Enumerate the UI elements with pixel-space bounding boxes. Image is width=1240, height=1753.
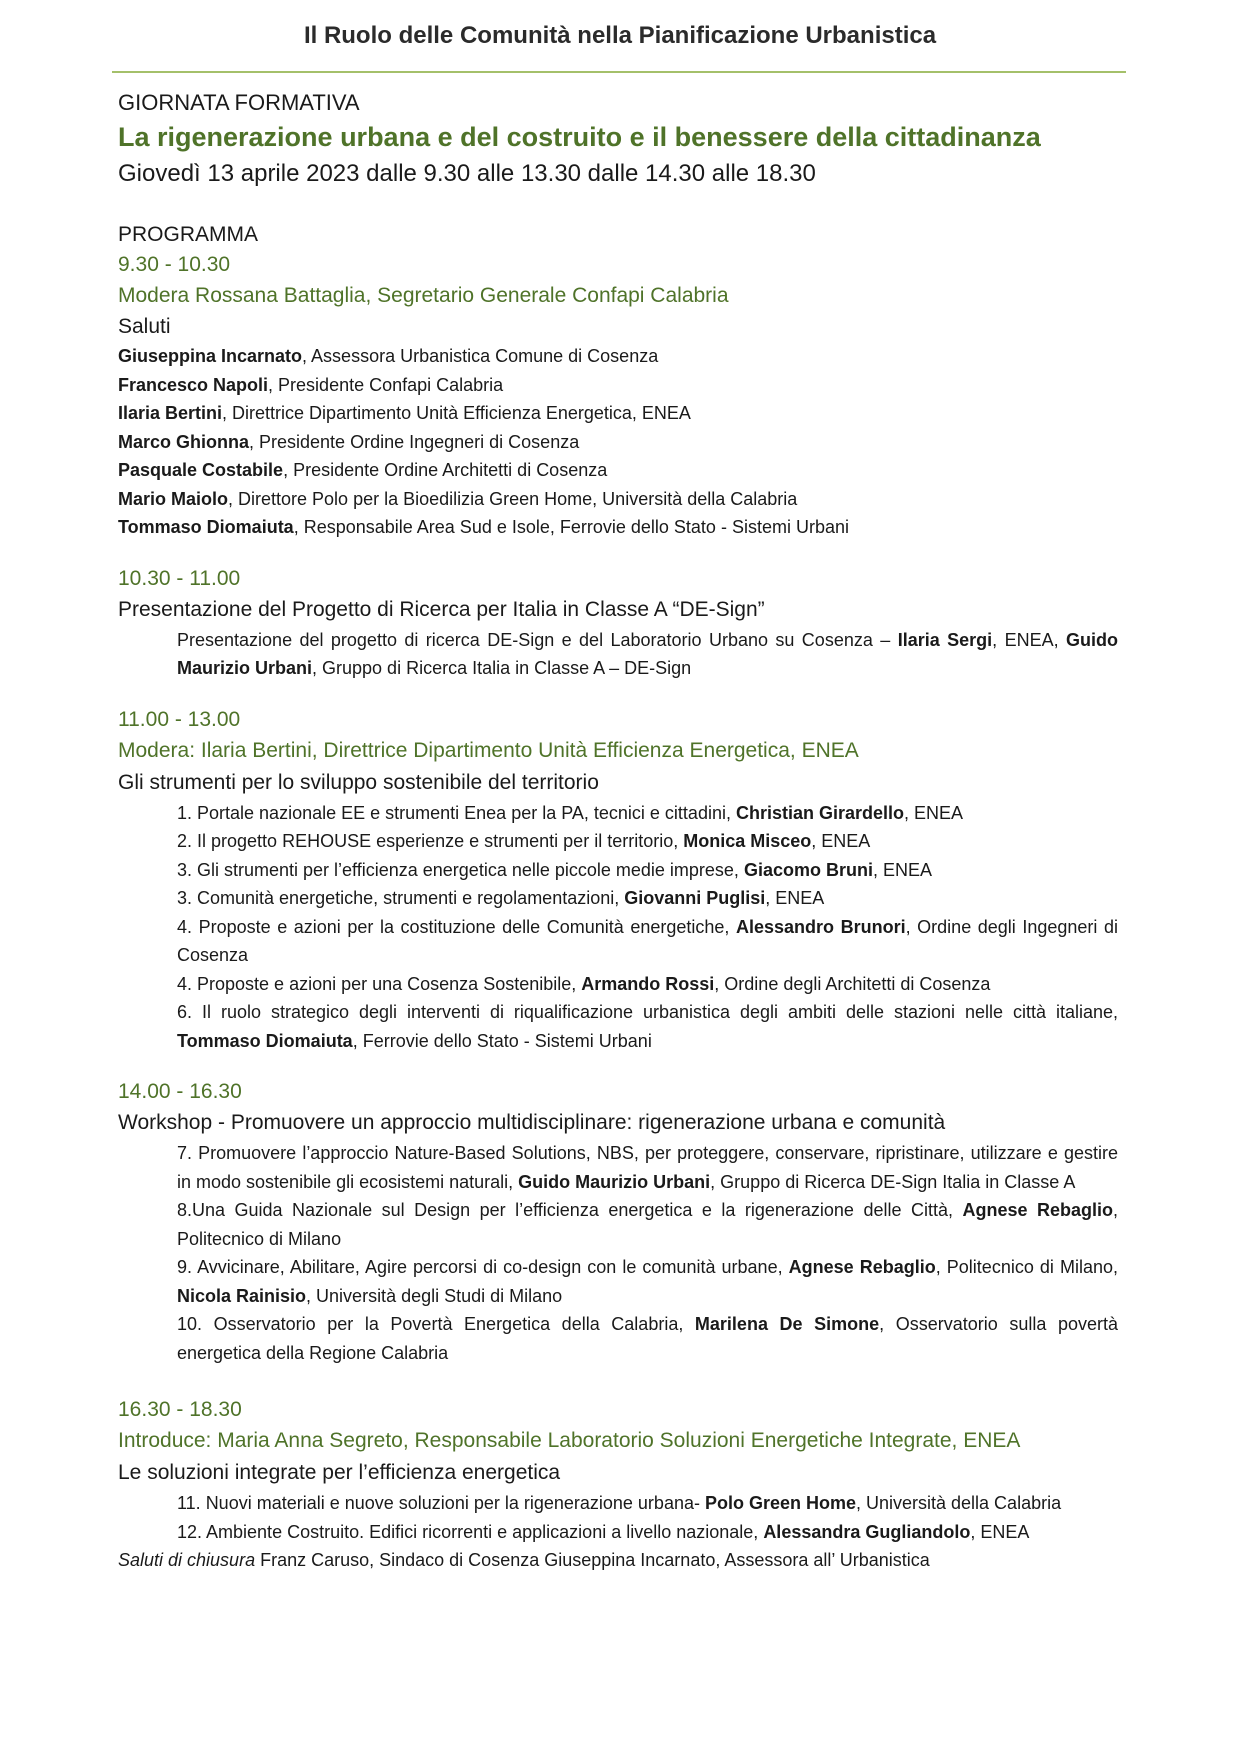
programme-item: 12. Ambiente Costruito. Edifici ricorrenti e applicazioni a livello nazionale, Alessandra Gugliandolo, ENEA	[177, 1521, 1030, 1542]
saluti-label: Saluti	[118, 315, 171, 338]
session-5-moderator: Introduce: Maria Anna Segreto, Responsabile Laboratorio Soluzioni Energetiche Integrate, ENEA	[118, 1429, 1021, 1452]
programme-item: 6. Il ruolo strategico degli interventi di riqualificazione urbanistica degli ambiti delle stazioni nelle città italiane, Tommaso Diomaiuta, Ferrovie dello Stato - Sistemi Urbani	[177, 1002, 1118, 1051]
speaker-name: Giovanni Puglisi	[624, 888, 766, 908]
event-title: La rigenerazione urbana e del costruito e il benessere della cittadinanza	[118, 122, 1041, 152]
speaker-name: Tommaso Diomaiuta	[177, 1030, 353, 1051]
speaker-role: , Presidente Confapi Calabria	[268, 374, 504, 395]
speaker-role: , Direttrice Dipartimento Unità Efficienza Energetica, ENEA	[222, 403, 691, 423]
programme-item: Presentazione del progetto di ricerca DE-Sign e del Laboratorio Urbano su Cosenza – Ilaria Sergi, ENEA, Guido Maurizio Urbani, Gruppo di Ricerca Italia in Classe A – DE-Sign	[177, 629, 1118, 678]
speaker-name: Guido Maurizio Urbani	[518, 1171, 711, 1192]
speaker-name: Christian Girardello	[735, 802, 905, 823]
event-date	[118, 156, 1118, 192]
session-3-title: Gli strumenti per lo sviluppo sostenibile del territorio	[118, 770, 599, 794]
speaker-name: Marco Ghionna	[118, 431, 250, 452]
speaker-name: Giacomo Bruni	[743, 859, 873, 880]
speaker-role: , Direttore Polo per la Bioedilizia Green Home, Università della Calabria	[228, 488, 798, 509]
session-1-moderator: Modera Rossana Battaglia, Segretario Generale Confapi Calabria	[118, 284, 729, 307]
session-2-title: Presentazione del Progetto di Ricerca per Italia in Classe A “DE-Sign”	[118, 597, 765, 621]
session-3-moderator: Modera: Ilaria Bertini, Direttrice Dipartimento Unità Efficienza Energetica, ENEA	[118, 738, 859, 762]
speaker-role: , Assessora Urbanistica Comune di Cosenza	[302, 346, 659, 366]
session-4-time: 14.00 - 16.30	[118, 1080, 242, 1103]
programme-item: 3. Comunità energetiche, strumenti e regolamentazioni, Giovanni Puglisi, ENEA	[177, 888, 825, 908]
header-divider	[112, 71, 1126, 73]
closing-label: Saluti di chiusura	[118, 1550, 256, 1570]
speaker-line	[118, 342, 1118, 371]
speaker-name: Monica Misceo	[683, 831, 812, 851]
event-type: GIORNATA FORMATIVA	[118, 90, 360, 115]
document-header: Il Ruolo delle Comunità nella Pianificazione Urbanistica	[303, 22, 937, 49]
speaker-name: Francesco Napoli	[118, 374, 269, 395]
programme-item: 4. Proposte e azioni per la costituzione delle Comunità energetiche, Alessandro Brunori, Ordine degli Ingegneri di Cosenza	[177, 916, 1119, 965]
session-4-title: Workshop - Promuovere un approccio multidisciplinare: rigenerazione urbana e comunità	[118, 1111, 946, 1134]
speaker-name: Marilena De Simone	[694, 1314, 880, 1334]
programme-item: 11. Nuovi materiali e nuove soluzioni per la rigenerazione urbana- Polo Green Home, Università della Calabria	[177, 1493, 1062, 1513]
session-2-time: 10.30 - 11.00	[118, 566, 241, 590]
speaker-name: Nicola Rainisio	[177, 1285, 307, 1306]
speaker-name: Ilaria Bertini	[118, 403, 223, 423]
speaker-name: Giuseppina Incarnato	[118, 346, 303, 366]
programme-item: 10. Osservatorio per la Povertà Energetica della Calabria, Marilena De Simone, Osservatorio sulla povertà energetica della Regione Calabria	[177, 1314, 1119, 1363]
speaker-name: Alessandra Gugliandolo	[763, 1521, 971, 1542]
speaker-name: Armando Rossi	[581, 973, 715, 994]
speaker-role: , Presidente Ordine Ingegneri di Cosenza	[249, 431, 580, 452]
speaker-role: , Presidente Ordine Architetti di Cosenza	[283, 460, 608, 480]
programme-content	[118, 88, 1118, 1575]
programme-item: 2. Il progetto REHOUSE esperienze e strumenti per il territorio, Monica Misceo, ENEA	[177, 831, 871, 851]
programme-item: 9. Avvicinare, Abilitare, Agire percorsi di co-design con le comunità urbane, Agnese Rebaglio, Politecnico di Milano, Nicola Rainisio, Università degli Studi di Milano	[177, 1257, 1118, 1306]
speaker-name: Agnese Rebaglio	[788, 1257, 936, 1277]
speaker-name: Alessandro Brunori	[736, 916, 906, 937]
closing-remarks	[118, 1546, 1118, 1575]
event-hours: dalle 9.30 alle 13.30 dalle 14.30 alle 18.30	[359, 160, 816, 187]
speaker-line	[118, 513, 1118, 542]
speaker-name: Tommaso Diomaiuta	[118, 517, 294, 537]
speaker-name: Polo Green Home	[704, 1493, 856, 1513]
speaker-name: Ilaria Sergi	[897, 629, 993, 650]
speaker-line	[118, 371, 1118, 400]
session-1-time: 9.30 - 10.30	[118, 253, 231, 276]
speaker-name: Guido Maurizio Urbani	[177, 629, 1118, 678]
programme-item: 8.Una Guida Nazionale sul Design per l’efficienza energetica e la rigenerazione delle Città, Agnese Rebaglio, Politecnico di Milano	[177, 1200, 1119, 1249]
speaker-name: Mario Maiolo	[118, 488, 229, 509]
speaker-line	[118, 428, 1118, 457]
speaker-line	[118, 399, 1118, 428]
speaker-name: Agnese Rebaglio	[962, 1200, 1113, 1220]
closing-text: Franz Caruso, Sindaco di Cosenza Giuseppina Incarnato, Assessora all’ Urbanistica	[255, 1550, 930, 1570]
programma-label: PROGRAMMA	[118, 223, 259, 246]
session-5-time: 16.30 - 18.30	[118, 1398, 242, 1421]
programme-item: 4. Proposte e azioni per una Cosenza Sostenibile, Armando Rossi, Ordine degli Architetti di Cosenza	[177, 973, 991, 994]
speaker-line	[118, 456, 1118, 485]
programme-item: 3. Gli strumenti per l’efficienza energetica nelle piccole medie imprese, Giacomo Bruni, ENEA	[177, 859, 932, 880]
event-day: Giovedì 13 aprile 2023	[118, 160, 360, 187]
session-3-time: 11.00 - 13.00	[118, 707, 241, 731]
programme-item: 7. Promuovere l’approccio Nature-Based Solutions, NBS, per proteggere, conservare, ripristinare, utilizzare e gestire in modo sostenibile gli ecosistemi naturali, Guido Maurizio Urbani, Gruppo di Ricerca DE-Sign Italia in Classe A	[177, 1143, 1118, 1192]
session-5-title: Le soluzioni integrate per l’efficienza energetica	[118, 1461, 561, 1484]
programme-item: 1. Portale nazionale EE e strumenti Enea per la PA, tecnici e cittadini, Christian Girardello, ENEA	[177, 802, 964, 823]
speaker-line	[118, 485, 1118, 514]
speaker-role: , Responsabile Area Sud e Isole, Ferrovie dello Stato - Sistemi Urbani	[293, 517, 849, 537]
speaker-name: Pasquale Costabile	[118, 460, 284, 480]
